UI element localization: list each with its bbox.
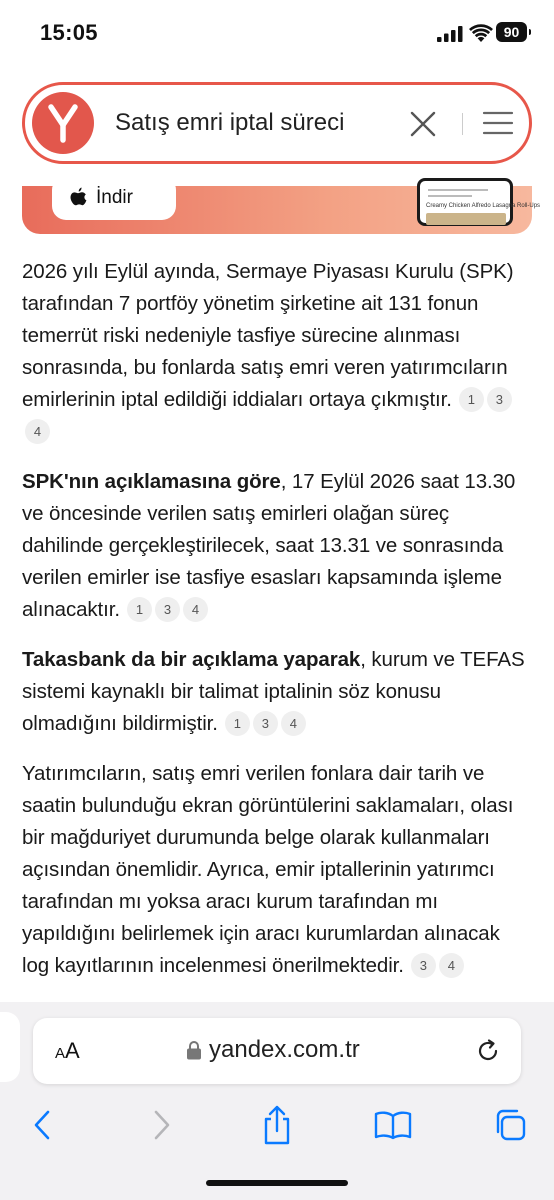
tabs-icon <box>493 1108 527 1142</box>
paragraph-text: 2026 yılı Eylül ayında, Sermaye Piyasası Kurulu (SPK) tarafından 7 portföy yönetim şirketine ait 131 fonun temerrüt riski nedeniyle tasfiye sürecine alınması sonrasında, bu fonlarda satış emri veren yatırımcıların emirlerinin iptal edildiği iddiaları ortaya çıkmıştır. <box>22 260 514 411</box>
citation-link[interactable]: 3 <box>487 387 512 412</box>
forward-button[interactable] <box>137 1100 187 1150</box>
text-size-small-label: A <box>55 1045 66 1062</box>
status-bar <box>0 0 554 64</box>
paragraph-1 <box>22 256 530 448</box>
share-icon <box>261 1105 293 1145</box>
back-button[interactable] <box>17 1100 67 1150</box>
share-button[interactable] <box>252 1100 302 1150</box>
paragraph-4 <box>22 758 530 982</box>
citation-group <box>124 598 208 621</box>
reload-icon[interactable] <box>475 1038 501 1064</box>
text-size-button[interactable] <box>55 1038 80 1064</box>
citation-link[interactable]: 3 <box>411 953 436 978</box>
book-icon <box>374 1110 412 1140</box>
citation-link[interactable]: 4 <box>183 597 208 622</box>
paragraph-text: , kurum ve TEFAS sistemi kaynaklı bir talimat iptalinin söz konusu olmadığını bildirmiştir. <box>22 648 525 735</box>
url-text[interactable]: yandex.com.tr <box>209 1036 360 1063</box>
wifi-icon <box>469 23 493 42</box>
bookmarks-button[interactable] <box>368 1100 418 1150</box>
address-bar[interactable] <box>33 1018 521 1084</box>
home-indicator <box>206 1180 348 1186</box>
paragraph-text: Yatırımcıların, satış emri verilen fonlara dair tarih ve saatin bulunduğu ekran görüntülerini saklamaları, olası bir mağduriyet durumunda belge olarak kullanmaları açısından önemlidir. Ayrıca, emir iptallerinin yatırımcı tarafından mı yoksa aracı kurum tarafından mı yapıldığını belirlemek için aracı kurumlardan alınacak log kayıtlarının incelenmesi önerilmektedir. <box>22 762 514 977</box>
citation-link[interactable]: 4 <box>25 419 50 444</box>
citation-link[interactable]: 1 <box>459 387 484 412</box>
chevron-right-icon <box>152 1109 172 1141</box>
hamburger-menu-icon[interactable] <box>483 111 513 135</box>
citation-link[interactable]: 1 <box>225 711 250 736</box>
clear-search-icon[interactable] <box>409 110 437 138</box>
apple-icon <box>68 187 88 209</box>
citation-link[interactable]: 3 <box>253 711 278 736</box>
navigation-row <box>0 1100 554 1150</box>
app-promo-banner <box>22 186 541 234</box>
download-app-button[interactable] <box>52 176 176 220</box>
yandex-y-icon <box>48 104 78 142</box>
paragraph-bold-lead: Takasbank da bir açıklama yaparak <box>22 648 361 671</box>
tabs-button[interactable] <box>485 1100 535 1150</box>
cellular-signal-icon <box>437 26 463 42</box>
citation-group <box>408 954 464 977</box>
citation-link[interactable]: 1 <box>127 597 152 622</box>
citation-link[interactable]: 3 <box>155 597 180 622</box>
chevron-left-icon <box>32 1109 52 1141</box>
previous-tab-card[interactable] <box>0 1012 20 1082</box>
yandex-logo[interactable] <box>32 92 94 154</box>
paragraph-text: , 17 Eylül 2026 saat 13.30 ve öncesinde verilen satış emirleri olağan süreç dahilinde gerçekleştirilecek, saat 13.31 ve sonrasında verilen emirler ise tasfiye esasları kapsamında işleme alınacaktır. <box>22 470 516 621</box>
phone-preview-image <box>417 178 541 226</box>
phone-preview-caption: Creamy Chicken Alfredo Lasagna Roll-Ups <box>426 203 541 209</box>
text-size-large-label: A <box>65 1038 80 1063</box>
status-time: 15:05 <box>40 20 98 45</box>
search-bar[interactable] <box>22 82 532 164</box>
search-query-text[interactable]: Satış emri iptal süreci <box>115 109 345 136</box>
lock-icon <box>186 1040 202 1060</box>
citation-link[interactable]: 4 <box>281 711 306 736</box>
download-button-label: İndir <box>96 187 133 208</box>
header-divider <box>462 113 463 135</box>
paragraph-bold-lead: SPK'nın açıklamasına göre <box>22 470 281 493</box>
answer-content <box>22 256 530 1000</box>
paragraph-3 <box>22 644 530 740</box>
food-thumbnail <box>426 213 506 225</box>
battery-indicator: 90 <box>496 22 527 42</box>
citation-link[interactable]: 4 <box>439 953 464 978</box>
paragraph-2 <box>22 466 530 626</box>
citation-group <box>222 712 306 735</box>
